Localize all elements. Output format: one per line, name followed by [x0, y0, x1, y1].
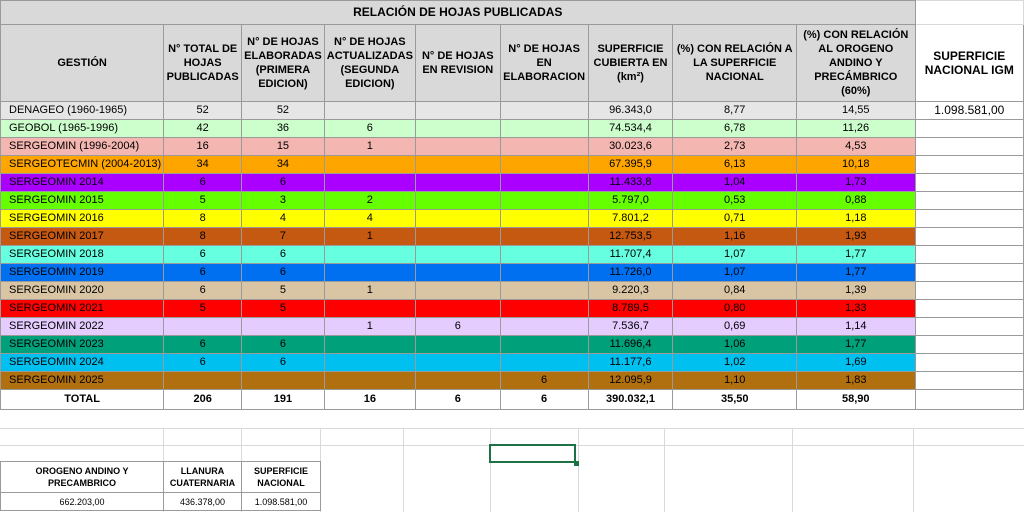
cell-superficie[interactable]: 11.707,4	[588, 246, 673, 264]
cell-revision[interactable]	[415, 372, 500, 390]
cell-revision[interactable]	[415, 336, 500, 354]
total-total[interactable]: 206	[164, 390, 242, 410]
cell-elaboradas[interactable]: 6	[242, 246, 325, 264]
header-pct-nacional[interactable]: (%) CON RELACIÓN A LA SUPERFICIE NACIONAL	[673, 25, 797, 102]
summary-value-superficie[interactable]: 1.098.581,00	[242, 493, 321, 511]
cell-pct-nacional[interactable]: 0,69	[673, 318, 797, 336]
cell-revision[interactable]	[415, 138, 500, 156]
cell-elaboradas[interactable]: 52	[242, 102, 325, 120]
cell-superficie[interactable]: 11.433,8	[588, 174, 673, 192]
cell-elaboracion[interactable]	[500, 336, 588, 354]
cell-gestion[interactable]: SERGEOMIN 2017	[1, 228, 164, 246]
header-superficie-igm[interactable]: SUPERFICIE NACIONAL IGM	[915, 25, 1023, 102]
cell-pct-orogeno[interactable]: 1,77	[797, 336, 915, 354]
cell-elaboradas[interactable]: 4	[242, 210, 325, 228]
cell-total[interactable]: 6	[164, 246, 242, 264]
cell-pct-nacional[interactable]: 0,71	[673, 210, 797, 228]
empty-cell[interactable]	[915, 156, 1023, 174]
cell-actualizadas[interactable]	[324, 372, 415, 390]
cell-superficie[interactable]: 11.726,0	[588, 264, 673, 282]
cell-actualizadas[interactable]	[324, 336, 415, 354]
cell-total[interactable]: 6	[164, 336, 242, 354]
cell-superficie[interactable]: 9.220,3	[588, 282, 673, 300]
gridline	[792, 428, 793, 512]
header-superficie[interactable]: SUPERFICIE CUBIERTA EN (km²)	[588, 25, 673, 102]
cell-elaboracion[interactable]	[500, 156, 588, 174]
cell-pct-orogeno[interactable]: 10,18	[797, 156, 915, 174]
table-row	[1, 174, 1024, 192]
cell-gestion[interactable]: SERGEOMIN 2022	[1, 318, 164, 336]
cell-pct-orogeno[interactable]: 11,26	[797, 120, 915, 138]
cell-elaboracion[interactable]	[500, 192, 588, 210]
cell-pct-orogeno[interactable]: 1,77	[797, 264, 915, 282]
cell-total[interactable]	[164, 318, 242, 336]
empty-cell[interactable]	[915, 138, 1023, 156]
empty-cell[interactable]	[915, 192, 1023, 210]
table-row	[1, 120, 1024, 138]
cell-gestion[interactable]: DENAGEO (1960-1965)	[1, 102, 164, 120]
cell-elaboradas[interactable]: 36	[242, 120, 325, 138]
cell-actualizadas[interactable]: 1	[324, 318, 415, 336]
total-actualizadas[interactable]: 16	[324, 390, 415, 410]
cell-gestion[interactable]: SERGEOMIN 2025	[1, 372, 164, 390]
table-row	[1, 264, 1024, 282]
cell-total[interactable]: 8	[164, 210, 242, 228]
cell-total[interactable]	[164, 372, 242, 390]
cell-actualizadas[interactable]	[324, 156, 415, 174]
summary-header-llanura[interactable]: LLANURA CUATERNARIA	[164, 462, 242, 493]
cell-pct-nacional[interactable]: 2,73	[673, 138, 797, 156]
summary-header-superficie[interactable]: SUPERFICIE NACIONAL	[242, 462, 321, 493]
cell-elaboracion[interactable]	[500, 264, 588, 282]
empty-cell[interactable]	[915, 300, 1023, 318]
cell-pct-nacional[interactable]: 0,80	[673, 300, 797, 318]
cell-pct-orogeno[interactable]: 1,83	[797, 372, 915, 390]
cell-superficie[interactable]: 67.395,9	[588, 156, 673, 174]
cell-gestion[interactable]: SERGEOMIN 2024	[1, 354, 164, 372]
cell-pct-nacional[interactable]: 1,07	[673, 264, 797, 282]
cell-pct-nacional[interactable]: 1,16	[673, 228, 797, 246]
cell-elaboradas[interactable]: 6	[242, 174, 325, 192]
header-actualizadas[interactable]: N° DE HOJAS ACTUALIZADAS (SEGUNDA EDICION)	[324, 25, 415, 102]
cell-superficie[interactable]: 5.797,0	[588, 192, 673, 210]
cell-revision[interactable]	[415, 120, 500, 138]
total-pct-nacional[interactable]: 35,50	[673, 390, 797, 410]
cell-elaboracion[interactable]	[500, 174, 588, 192]
empty-cell[interactable]	[915, 390, 1023, 410]
cell-revision[interactable]	[415, 246, 500, 264]
gridline	[403, 428, 404, 512]
empty-cell[interactable]	[915, 120, 1023, 138]
cell-elaboradas[interactable]: 6	[242, 354, 325, 372]
summary-header-orogeno[interactable]: OROGENO ANDINO Y PRECAMBRICO	[1, 462, 164, 493]
cell-revision[interactable]	[415, 210, 500, 228]
empty-cell[interactable]	[915, 372, 1023, 390]
cell-superficie[interactable]: 12.753,5	[588, 228, 673, 246]
selected-cell[interactable]	[489, 444, 576, 463]
cell-actualizadas[interactable]	[324, 102, 415, 120]
header-pct-orogeno[interactable]: (%) CON RELACIÓN AL OROGENO ANDINO Y PRECÁMBRICO (60%)	[797, 25, 915, 102]
table-title[interactable]: RELACIÓN DE HOJAS PUBLICADAS	[1, 1, 916, 25]
table-row	[1, 246, 1024, 264]
cell-pct-nacional[interactable]: 1,04	[673, 174, 797, 192]
cell-elaboracion[interactable]	[500, 318, 588, 336]
cell-pct-nacional[interactable]: 6,78	[673, 120, 797, 138]
table-row	[1, 300, 1024, 318]
total-pct-orogeno[interactable]: 58,90	[797, 390, 915, 410]
cell-pct-orogeno[interactable]: 1,39	[797, 282, 915, 300]
cell-actualizadas[interactable]	[324, 354, 415, 372]
cell-pct-nacional[interactable]: 1,06	[673, 336, 797, 354]
empty-cell[interactable]	[915, 264, 1023, 282]
cell-pct-orogeno[interactable]: 1,73	[797, 174, 915, 192]
cell-superficie[interactable]: 11.177,6	[588, 354, 673, 372]
table-row	[1, 210, 1024, 228]
summary-value-llanura[interactable]: 436.378,00	[164, 493, 242, 511]
table-row	[1, 138, 1024, 156]
cell-pct-orogeno[interactable]: 1,33	[797, 300, 915, 318]
table-row	[1, 372, 1024, 390]
cell-elaboracion[interactable]: 6	[500, 372, 588, 390]
cell-total[interactable]: 42	[164, 120, 242, 138]
cell-total[interactable]: 6	[164, 264, 242, 282]
cell-elaboracion[interactable]	[500, 282, 588, 300]
table-row	[1, 228, 1024, 246]
summary-value-orogeno[interactable]: 662.203,00	[1, 493, 164, 511]
cell-revision[interactable]	[415, 282, 500, 300]
cell-total[interactable]: 6	[164, 282, 242, 300]
cell-superficie[interactable]: 12.095,9	[588, 372, 673, 390]
cell-actualizadas[interactable]: 4	[324, 210, 415, 228]
table-row	[1, 354, 1024, 372]
table-row	[1, 156, 1024, 174]
cell-pct-nacional[interactable]: 6,13	[673, 156, 797, 174]
cell-superficie[interactable]: 7.536,7	[588, 318, 673, 336]
cell-pct-orogeno[interactable]: 1,77	[797, 246, 915, 264]
cell-actualizadas[interactable]	[324, 174, 415, 192]
cell-revision[interactable]	[415, 102, 500, 120]
cell-gestion[interactable]: SERGEOMIN 2023	[1, 336, 164, 354]
cell-gestion[interactable]: SERGEOMIN 2016	[1, 210, 164, 228]
cell-elaboracion[interactable]	[500, 210, 588, 228]
table-row	[1, 318, 1024, 336]
cell-actualizadas[interactable]: 2	[324, 192, 415, 210]
cell-total[interactable]: 6	[164, 174, 242, 192]
empty-cell[interactable]	[915, 282, 1023, 300]
cell-gestion[interactable]: SERGEOMIN (1996-2004)	[1, 138, 164, 156]
cell-pct-orogeno[interactable]: 0,88	[797, 192, 915, 210]
empty-cell[interactable]	[915, 336, 1023, 354]
cell-revision[interactable]	[415, 354, 500, 372]
header-elaboracion[interactable]: N° DE HOJAS EN ELABORACION	[500, 25, 588, 102]
cell-revision[interactable]	[415, 264, 500, 282]
cell-revision[interactable]	[415, 156, 500, 174]
empty-cell[interactable]	[915, 1, 1023, 25]
gridline	[0, 428, 1024, 429]
table-row	[1, 336, 1024, 354]
cell-pct-nacional[interactable]: 0,53	[673, 192, 797, 210]
fill-handle[interactable]	[574, 461, 579, 466]
cell-total[interactable]: 8	[164, 228, 242, 246]
cell-revision[interactable]: 6	[415, 318, 500, 336]
cell-pct-nacional[interactable]: 1,02	[673, 354, 797, 372]
cell-elaboradas[interactable]: 7	[242, 228, 325, 246]
cell-gestion[interactable]: SERGEOMIN 2018	[1, 246, 164, 264]
cell-superficie[interactable]: 74.534,4	[588, 120, 673, 138]
empty-cell[interactable]	[915, 210, 1023, 228]
cell-total[interactable]: 52	[164, 102, 242, 120]
cell-pct-orogeno[interactable]: 1,69	[797, 354, 915, 372]
cell-elaboracion[interactable]	[500, 300, 588, 318]
cell-revision[interactable]	[415, 228, 500, 246]
cell-revision[interactable]	[415, 192, 500, 210]
cell-gestion[interactable]: SERGEOMIN 2021	[1, 300, 164, 318]
cell-total[interactable]: 5	[164, 300, 242, 318]
empty-cell[interactable]	[915, 246, 1023, 264]
cell-elaboradas[interactable]	[242, 372, 325, 390]
cell-elaboracion[interactable]	[500, 354, 588, 372]
cell-actualizadas[interactable]	[324, 264, 415, 282]
cell-elaboradas[interactable]: 5	[242, 282, 325, 300]
cell-elaboradas[interactable]: 3	[242, 192, 325, 210]
cell-elaboradas[interactable]: 6	[242, 336, 325, 354]
table-row	[1, 192, 1024, 210]
cell-pct-nacional[interactable]: 0,84	[673, 282, 797, 300]
cell-revision[interactable]	[415, 300, 500, 318]
cell-elaboradas[interactable]: 5	[242, 300, 325, 318]
cell-gestion[interactable]: SERGEOMIN 2014	[1, 174, 164, 192]
cell-superficie[interactable]: 7.801,2	[588, 210, 673, 228]
cell-gestion[interactable]: SERGEOTECMIN (2004-2013)	[1, 156, 164, 174]
header-elaboradas[interactable]: N° DE HOJAS ELABORADAS (PRIMERA EDICION)	[242, 25, 325, 102]
total-revision[interactable]: 6	[415, 390, 500, 410]
cell-elaboradas[interactable]: 15	[242, 138, 325, 156]
table-row	[1, 102, 1024, 120]
cell-elaboracion[interactable]	[500, 228, 588, 246]
cell-pct-orogeno[interactable]: 14,55	[797, 102, 915, 120]
total-label[interactable]: TOTAL	[1, 390, 164, 410]
empty-cell[interactable]	[915, 354, 1023, 372]
cell-actualizadas[interactable]: 1	[324, 282, 415, 300]
table-row	[1, 282, 1024, 300]
total-row	[1, 390, 1024, 410]
cell-pct-orogeno[interactable]: 1,93	[797, 228, 915, 246]
summary-table	[0, 461, 321, 511]
cell-gestion[interactable]: SERGEOMIN 2015	[1, 192, 164, 210]
cell-elaboracion[interactable]	[500, 138, 588, 156]
cell-total[interactable]: 16	[164, 138, 242, 156]
gridline	[490, 428, 491, 512]
cell-elaboracion[interactable]	[500, 246, 588, 264]
gridline	[664, 428, 665, 512]
cell-actualizadas[interactable]: 1	[324, 228, 415, 246]
cell-superficie[interactable]: 8.789,5	[588, 300, 673, 318]
header-gestion[interactable]: GESTIÓN	[1, 25, 164, 102]
cell-pct-orogeno[interactable]: 1,18	[797, 210, 915, 228]
cell-revision[interactable]	[415, 174, 500, 192]
gridline	[578, 428, 579, 512]
cell-superficie[interactable]: 96.343,0	[588, 102, 673, 120]
igm-value[interactable]: 1.098.581,00	[915, 102, 1023, 120]
cell-actualizadas[interactable]: 1	[324, 138, 415, 156]
cell-pct-nacional[interactable]: 1,07	[673, 246, 797, 264]
cell-elaboracion[interactable]	[500, 102, 588, 120]
cell-pct-nacional[interactable]: 1,10	[673, 372, 797, 390]
cell-elaboradas[interactable]: 6	[242, 264, 325, 282]
gridline	[913, 428, 914, 512]
total-superficie[interactable]: 390.032,1	[588, 390, 673, 410]
cell-elaboracion[interactable]	[500, 120, 588, 138]
cell-elaboradas[interactable]	[242, 318, 325, 336]
cell-gestion[interactable]: GEOBOL (1965-1996)	[1, 120, 164, 138]
cell-gestion[interactable]: SERGEOMIN 2019	[1, 264, 164, 282]
cell-total[interactable]: 6	[164, 354, 242, 372]
empty-cell[interactable]	[915, 174, 1023, 192]
empty-cell[interactable]	[915, 318, 1023, 336]
cell-pct-orogeno[interactable]: 1,14	[797, 318, 915, 336]
total-elaboracion[interactable]: 6	[500, 390, 588, 410]
cell-actualizadas[interactable]: 6	[324, 120, 415, 138]
header-revision[interactable]: N° DE HOJAS EN REVISION	[415, 25, 500, 102]
total-elaboradas[interactable]: 191	[242, 390, 325, 410]
cell-total[interactable]: 34	[164, 156, 242, 174]
cell-pct-orogeno[interactable]: 4,53	[797, 138, 915, 156]
header-total[interactable]: N° TOTAL DE HOJAS PUBLICADAS	[164, 25, 242, 102]
cell-pct-nacional[interactable]: 8,77	[673, 102, 797, 120]
cell-actualizadas[interactable]	[324, 300, 415, 318]
cell-actualizadas[interactable]	[324, 246, 415, 264]
empty-cell[interactable]	[915, 228, 1023, 246]
cell-gestion[interactable]: SERGEOMIN 2020	[1, 282, 164, 300]
cell-superficie[interactable]: 30.023,6	[588, 138, 673, 156]
cell-total[interactable]: 5	[164, 192, 242, 210]
cell-elaboradas[interactable]: 34	[242, 156, 325, 174]
cell-superficie[interactable]: 11.696,4	[588, 336, 673, 354]
